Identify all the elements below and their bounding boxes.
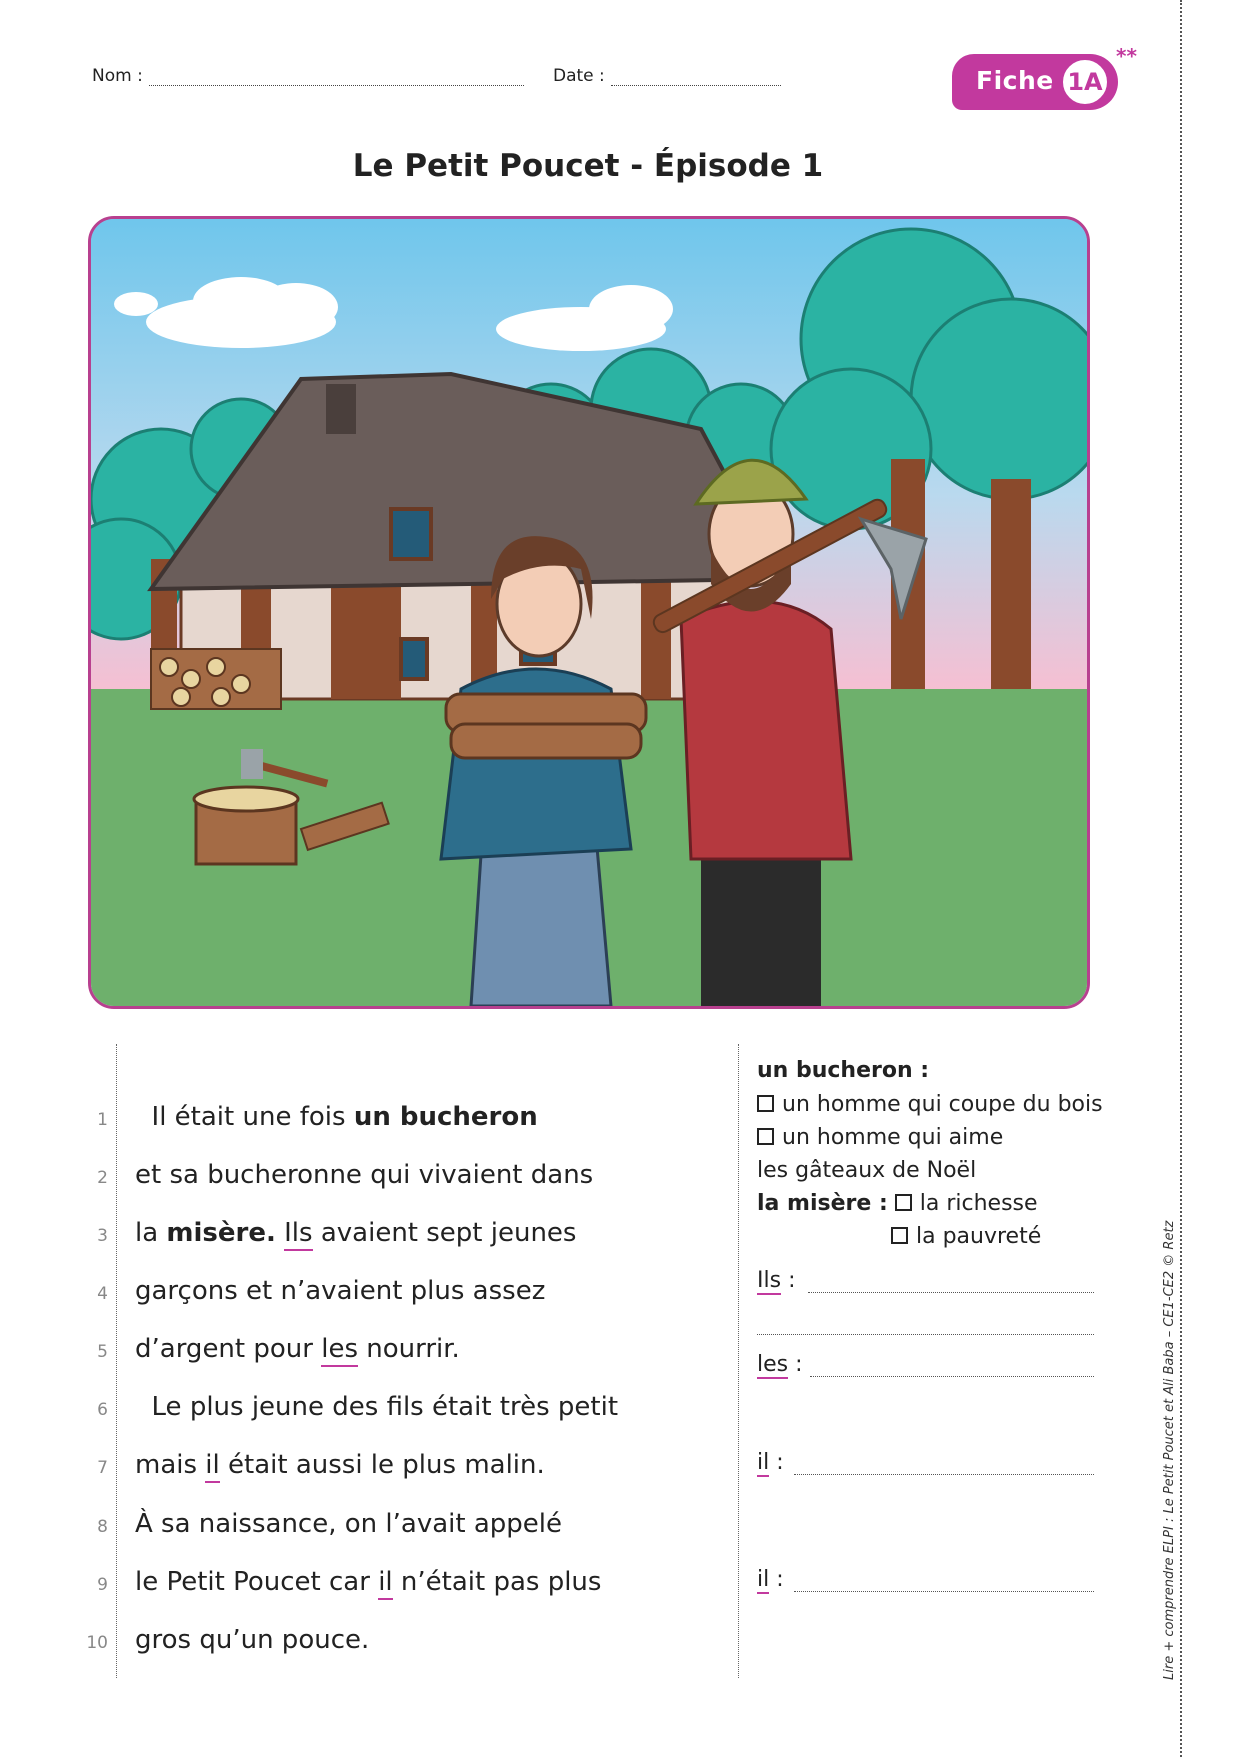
text-segment: garçons et n’avaient plus assez	[135, 1276, 546, 1306]
story-line	[135, 1509, 562, 1539]
line-number: 10	[86, 1633, 108, 1653]
answer-line-ils-1[interactable]	[808, 1292, 1094, 1293]
story-illustration	[88, 216, 1090, 1009]
story-line	[135, 1567, 601, 1597]
q1-option-2-continued: les gâteaux de Noël	[757, 1158, 977, 1183]
log-pile	[151, 649, 281, 709]
q2-row-1[interactable]: la misère : la richesse	[757, 1191, 1038, 1216]
date-label: Date :	[553, 66, 605, 86]
q2-option-2[interactable]: la pauvreté	[891, 1224, 1041, 1249]
answer-line-il-2[interactable]	[794, 1591, 1094, 1592]
text-segment: la	[135, 1218, 167, 1248]
nom-input-line[interactable]	[149, 72, 524, 86]
line-number: 3	[97, 1226, 108, 1246]
checkbox-icon[interactable]	[757, 1095, 774, 1112]
line-number: 8	[97, 1517, 108, 1537]
line-number: 5	[97, 1342, 108, 1362]
ref-il-2: il :	[757, 1567, 784, 1592]
story-line	[135, 1392, 618, 1422]
line-number-margin	[116, 1044, 117, 1678]
nom-label: Nom :	[92, 66, 143, 86]
fiche-number-circle	[1060, 57, 1110, 107]
text-segment: avaient sept jeunes	[312, 1218, 577, 1248]
copyright-credit: Lire + comprendre ELPI : Le Petit Poucet et Ali Baba – CE1-CE2 © Retz	[1162, 1220, 1177, 1680]
fiche-label: Fiche	[976, 66, 1054, 95]
ref-les: les :	[757, 1352, 803, 1377]
story-line	[135, 1160, 593, 1190]
line-number: 7	[97, 1458, 108, 1478]
story-line	[135, 1218, 576, 1248]
text-segment: Il était une fois	[135, 1102, 354, 1132]
text-segment	[276, 1218, 284, 1248]
q1-option-2[interactable]: un homme qui aime	[757, 1125, 1003, 1150]
nom-field[interactable]	[92, 66, 524, 86]
column-divider	[738, 1044, 739, 1678]
line-number: 9	[97, 1575, 108, 1595]
pronoun-reference: Ils	[284, 1218, 312, 1251]
line-number: 1	[97, 1110, 108, 1130]
story-line	[135, 1102, 538, 1132]
text-segment: le Petit Poucet car	[135, 1567, 379, 1597]
difficulty-stars-icon: **	[1116, 44, 1137, 68]
checkbox-icon[interactable]	[895, 1194, 912, 1211]
q1-title: un bucheron :	[757, 1058, 930, 1083]
answer-line-il-1[interactable]	[794, 1474, 1094, 1475]
vocabulary-word: un bucheron	[353, 1102, 538, 1132]
line-number: 2	[97, 1168, 108, 1188]
text-segment: d’argent pour	[135, 1334, 322, 1364]
checkbox-icon[interactable]	[757, 1128, 774, 1145]
fiche-number: 1A	[1067, 68, 1103, 96]
fiche-badge	[952, 54, 1118, 110]
q1-option-1[interactable]: un homme qui coupe du bois	[757, 1092, 1103, 1117]
date-input-line[interactable]	[611, 72, 781, 86]
text-segment: gros qu’un pouce.	[135, 1625, 370, 1655]
q2-title: la misère :	[757, 1191, 888, 1216]
text-segment: n’était pas plus	[392, 1567, 602, 1597]
ref-ils: Ils :	[757, 1268, 796, 1293]
pronoun-reference: il	[205, 1450, 219, 1483]
story-line	[135, 1276, 545, 1306]
line-number: 4	[97, 1284, 108, 1304]
date-field[interactable]	[553, 66, 781, 86]
line-number: 6	[97, 1400, 108, 1420]
text-segment: était aussi le plus malin.	[219, 1450, 545, 1480]
text-segment: mais	[135, 1450, 206, 1480]
checkbox-icon[interactable]	[891, 1227, 908, 1244]
page-title: Le Petit Poucet - Épisode 1	[352, 148, 824, 184]
text-segment: Le plus jeune des fils était très petit	[135, 1392, 619, 1422]
story-line	[135, 1450, 545, 1480]
pronoun-reference: il	[378, 1567, 392, 1600]
answer-line-les[interactable]	[810, 1376, 1094, 1377]
text-segment: À sa naissance, on l’avait appelé	[135, 1509, 562, 1539]
pronoun-reference: les	[321, 1334, 358, 1367]
ref-il-1: il :	[757, 1450, 784, 1475]
answer-line-ils-2[interactable]	[757, 1334, 1094, 1335]
story-line	[135, 1625, 369, 1655]
illustration-scene	[91, 219, 1087, 1006]
cut-line	[1180, 0, 1182, 1757]
story-line	[135, 1334, 460, 1364]
vocabulary-word: misère.	[166, 1218, 276, 1248]
text-segment: et sa bucheronne qui vivaient dans	[135, 1160, 594, 1190]
text-segment: nourrir.	[357, 1334, 460, 1364]
